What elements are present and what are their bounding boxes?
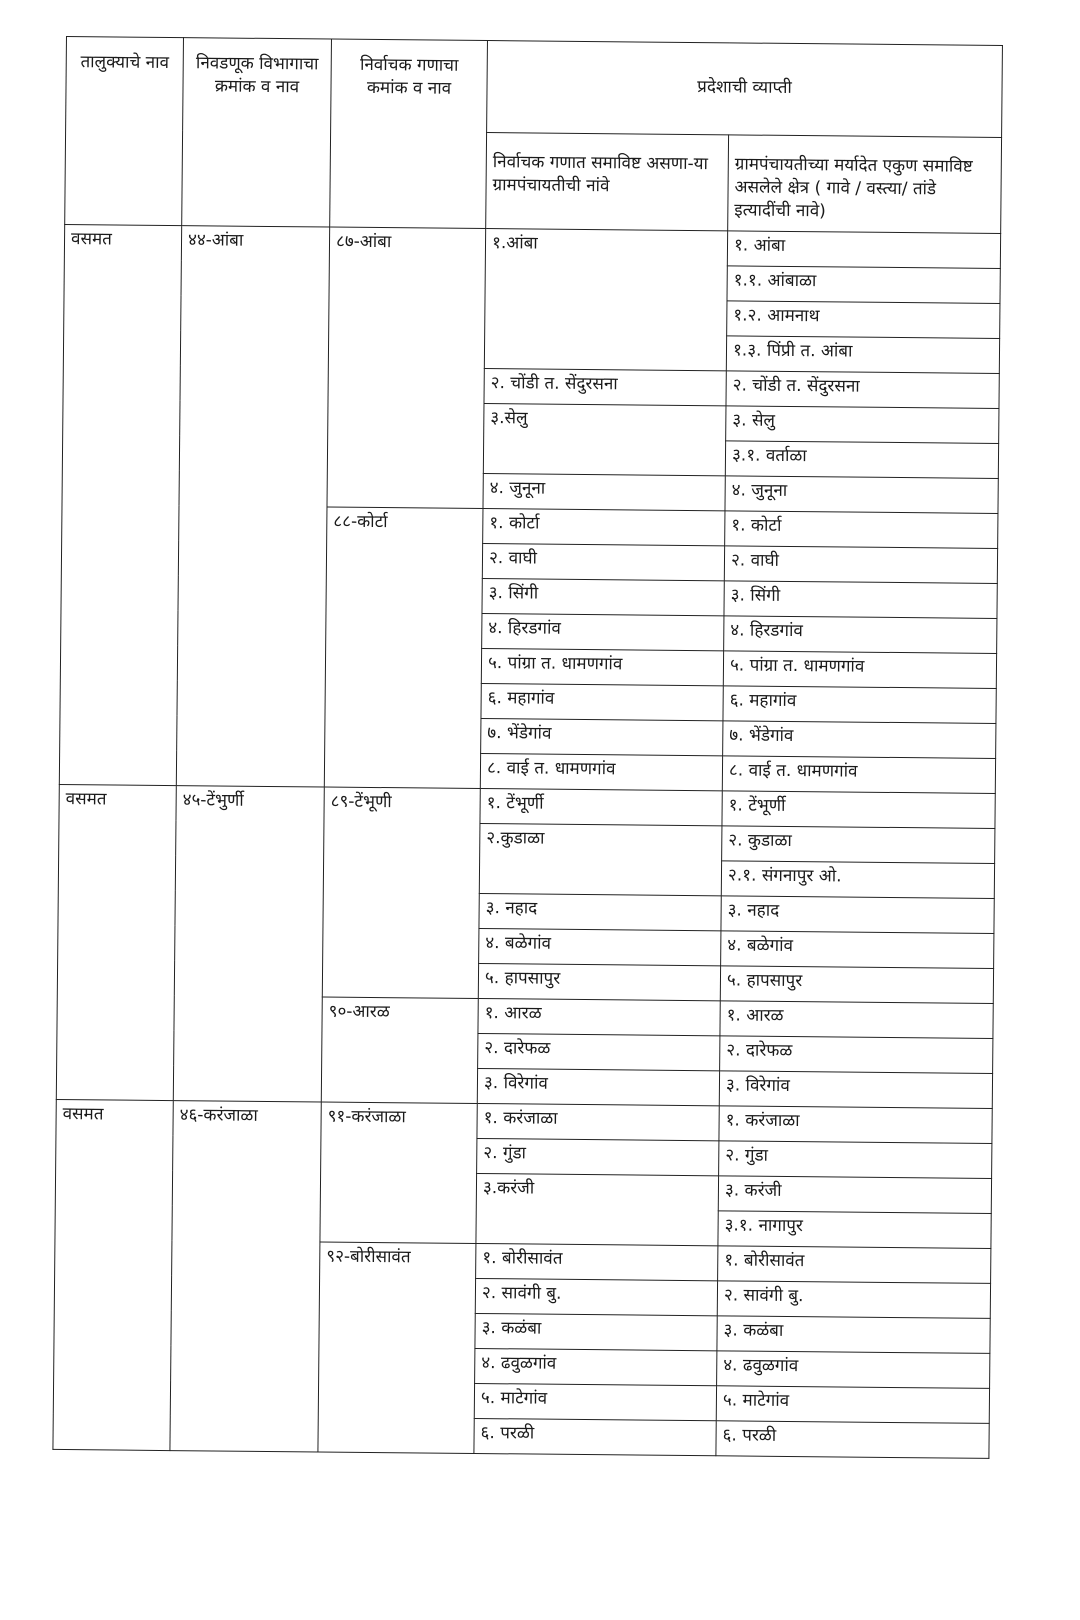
header-gp-names: निर्वाचक गणात समाविष्ट असणा-या ग्रामपंचायतीची नांवे	[486, 133, 729, 231]
village-cell: १. कोर्टा	[725, 511, 998, 549]
constituency-cell: ८८-कोर्टा	[324, 507, 483, 788]
taluka-cell: वसमत	[56, 784, 176, 1100]
village-cell: ४. बळेगांव	[721, 931, 994, 969]
gp-name-cell: ५. हापसापुर	[478, 963, 720, 1000]
division-cell: ४६-करंजाळा	[170, 1100, 321, 1451]
village-cell: ५. माटेगांव	[716, 1386, 989, 1424]
village-cell: २. कुडाळा	[722, 826, 995, 864]
gp-name-cell: ३. नहाद	[479, 893, 721, 930]
village-cell: ३. नहाद	[721, 896, 994, 934]
gp-name-cell: २. चोंडी त. सेंदुरसना	[484, 368, 726, 405]
village-cell: ५. पांग्रा त. धामणगांव	[723, 651, 996, 689]
gp-name-cell: १. कोर्टा	[483, 508, 725, 545]
header-division: निवडणूक विभागाचा क्रमांक व नाव	[182, 38, 332, 227]
header-constituency: निर्वाचक गणाचा कमांक व नाव	[330, 39, 488, 228]
village-cell: २. वाघी	[724, 546, 997, 584]
village-cell: १.३. पिंप्री त. आंबा	[726, 336, 999, 374]
village-cell: ६. महागांव	[723, 686, 996, 724]
gp-name-cell: ८. वाई त. धामणगांव	[480, 753, 722, 790]
village-cell: १. आरळ	[720, 1001, 993, 1039]
village-cell: १. करंजाळा	[719, 1106, 992, 1144]
village-cell: ३. सिंगी	[724, 581, 997, 619]
gp-name-cell: २. गुंडा	[477, 1138, 719, 1175]
table-body	[53, 224, 1001, 1458]
gp-name-cell: ४. जुनूना	[483, 473, 725, 510]
village-cell: ३.१. वर्ताळा	[725, 441, 998, 479]
gp-name-cell: ६. परळी	[474, 1418, 716, 1455]
gp-name-cell: १.आंबा	[484, 228, 727, 370]
village-cell: १. बोरीसावंत	[718, 1246, 991, 1284]
election-area-table	[52, 36, 1003, 1459]
constituency-cell: ८७-आंबा	[327, 227, 486, 508]
village-cell: ८. वाई त. धामणगांव	[722, 756, 995, 794]
village-cell: १. टेंभूर्णी	[722, 791, 995, 829]
village-cell: १. आंबा	[727, 231, 1000, 269]
division-cell: ४५-टेंभुर्णी	[173, 785, 324, 1101]
village-cell: ४. ढवुळगांव	[717, 1351, 990, 1389]
village-cell: ५. हापसापुर	[720, 966, 993, 1004]
gp-name-cell: २.कुडाळा	[479, 823, 722, 895]
village-cell: ३. सेलु	[726, 406, 999, 444]
gp-name-cell: १. बोरीसावंत	[476, 1243, 718, 1280]
header-villages: ग्रामपंचायतीच्या मर्यादेत एकुण समाविष्ट असलेले क्षेत्र ( गावे / वस्त्या/ तांडे इत्यादींची नावे)	[728, 135, 1002, 233]
gp-name-cell: ४. ढवुळगांव	[475, 1348, 717, 1385]
taluka-cell: वसमत	[53, 1099, 173, 1450]
gp-name-cell: ७. भेंडेगांव	[481, 718, 723, 755]
village-cell: ३.१. नागापुर	[718, 1211, 991, 1249]
gp-name-cell: ३.करंजी	[476, 1173, 719, 1245]
village-cell: २. दारेफळ	[720, 1036, 993, 1074]
header-area: प्रदेशाची व्याप्ती	[487, 41, 1003, 138]
village-cell: ६. परळी	[716, 1421, 989, 1459]
constituency-cell: ९०-आरळ	[321, 997, 478, 1103]
gp-name-cell: ३. विरेगांव	[477, 1068, 719, 1105]
gp-name-cell: ३. कळंबा	[475, 1313, 717, 1350]
division-cell: ४४-आंबा	[176, 225, 329, 786]
village-cell: ३. विरेगांव	[719, 1071, 992, 1109]
gp-name-cell: ५. पांग्रा त. धामणगांव	[481, 648, 723, 685]
village-cell: ३. करंजी	[718, 1176, 991, 1214]
gp-name-cell: ४. हिरडगांव	[482, 613, 724, 650]
gp-name-cell: ४. बळेगांव	[479, 928, 721, 965]
gp-name-cell: २. दारेफळ	[478, 1033, 720, 1070]
gp-name-cell: ३. सिंगी	[482, 578, 724, 615]
village-cell: २. सावंगी बु.	[717, 1281, 990, 1319]
village-cell: २. गुंडा	[719, 1141, 992, 1179]
taluka-cell: वसमत	[59, 224, 181, 785]
village-cell: ३. कळंबा	[717, 1316, 990, 1354]
village-cell: २. चोंडी त. सेंदुरसना	[726, 371, 999, 409]
gp-name-cell: ६. महागांव	[481, 683, 723, 720]
village-cell: २.१. संगनापुर ओ.	[721, 861, 994, 899]
constituency-cell: ९२-बोरीसावंत	[318, 1242, 476, 1453]
village-cell: १.२. आमनाथ	[727, 301, 1000, 339]
gp-name-cell: १. आरळ	[478, 998, 720, 1035]
gp-name-cell: ५. माटेगांव	[474, 1383, 716, 1420]
gp-name-cell: ३.सेलु	[483, 403, 726, 475]
gp-name-cell: २. सावंगी बु.	[475, 1278, 717, 1315]
gp-name-cell: १. करंजाळा	[477, 1103, 719, 1140]
village-cell: ४. जुनूना	[725, 476, 998, 514]
gp-name-cell: २. वाघी	[482, 543, 724, 580]
header-taluka: तालुक्याचे नाव	[65, 37, 184, 226]
constituency-cell: ८९-टेंभूणी	[322, 787, 480, 998]
gp-name-cell: १. टेंभूर्णी	[480, 788, 722, 825]
village-cell: ७. भेंडेगांव	[723, 721, 996, 759]
village-cell: १.१. आंबाळा	[727, 266, 1000, 304]
constituency-cell: ९१-करंजाळा	[320, 1102, 477, 1243]
village-cell: ४. हिरडगांव	[724, 616, 997, 654]
